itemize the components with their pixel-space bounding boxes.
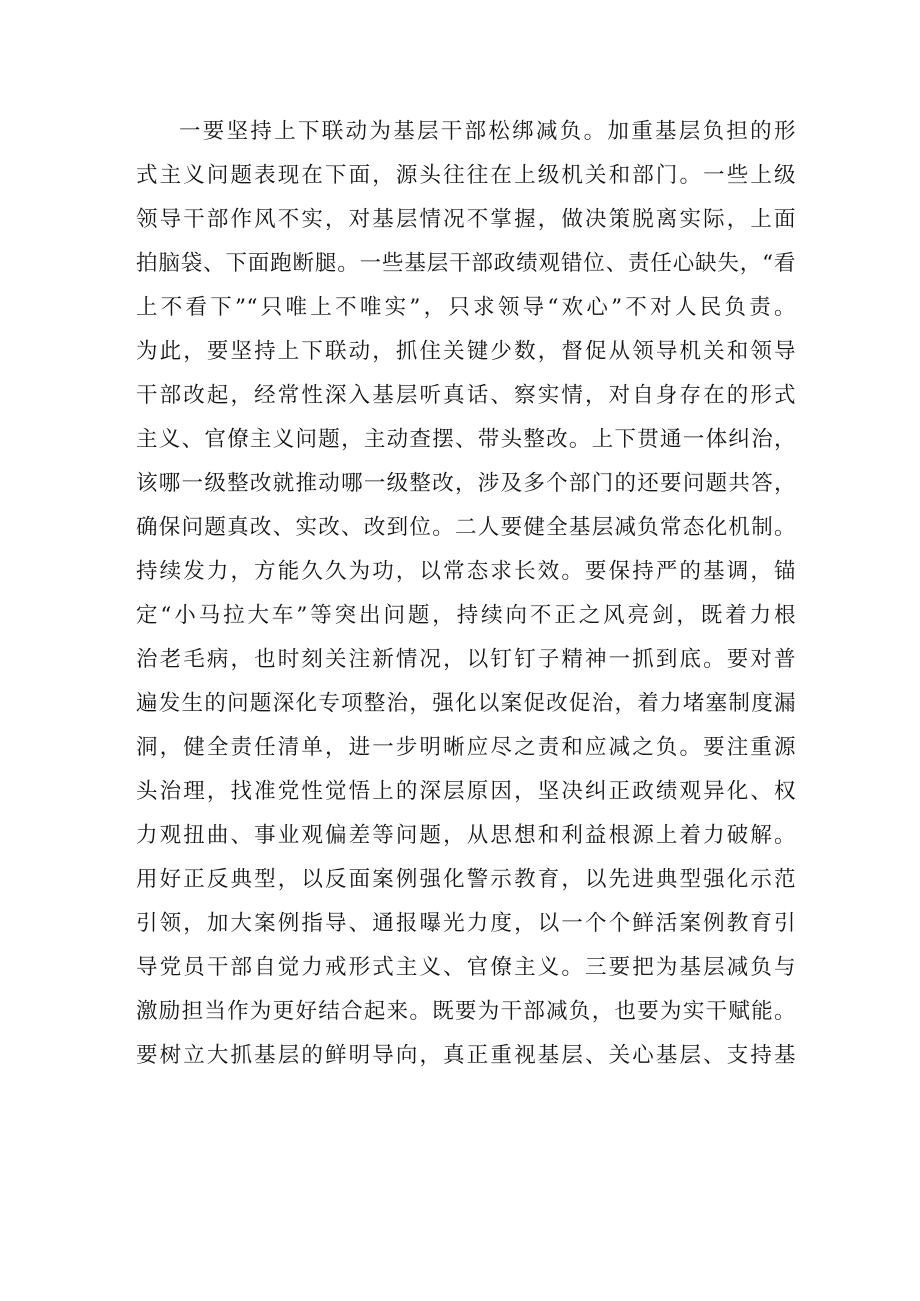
text-line: 导党员干部自觉力戒形式主义、官僚主义。三要把为基层减负与 bbox=[136, 955, 796, 980]
text-line: 力观扭曲、事业观偏差等问题，从思想和利益根源上着力破解。 bbox=[136, 823, 796, 848]
text-line: 定“小马拉大车”等突出问题，持续向不正之风亮剑，既着力根 bbox=[136, 603, 796, 628]
text-line: 要树立大抓基层的鲜明导向，真正重视基层、关心基层、支持基 bbox=[136, 1043, 796, 1068]
text-line: 领导干部作风不实，对基层情况不掌握，做决策脱离实际，上面 bbox=[136, 207, 796, 232]
text-line: 拍脑袋、下面跑断腿。一些基层干部政绩观错位、责任心缺失，“看 bbox=[136, 251, 796, 276]
text-line: 一要坚持上下联动为基层干部松绑减负。加重基层负担的形 bbox=[179, 119, 796, 144]
text-line: 为此，要坚持上下联动，抓住关键少数，督促从领导机关和领导 bbox=[136, 339, 796, 364]
text-line: 该哪一级整改就推动哪一级整改，涉及多个部门的还要问题共答， bbox=[136, 471, 796, 496]
text-line: 治老毛病，也时刻关注新情况，以钉钉子精神一抓到底。要对普 bbox=[136, 647, 796, 672]
text-line: 持续发力，方能久久为功，以常态求长效。要保持严的基调，锚 bbox=[136, 559, 796, 584]
text-line: 头治理，找准党性觉悟上的深层原因，坚决纠正政绩观异化、权 bbox=[136, 779, 796, 804]
text-line: 确保问题真改、实改、改到位。二人要健全基层减负常态化机制。 bbox=[136, 515, 796, 540]
text-line: 洞，健全责任清单，进一步明晰应尽之责和应减之负。要注重源 bbox=[136, 735, 796, 760]
text-line: 式主义问题表现在下面，源头往往在上级机关和部门。一些上级 bbox=[136, 163, 796, 188]
text-line: 上不看下”“只唯上不唯实”，只求领导“欢心”不对人民负责。 bbox=[136, 295, 796, 320]
text-line: 用好正反典型，以反面案例强化警示教育，以先进典型强化示范 bbox=[136, 867, 796, 892]
text-line: 激励担当作为更好结合起来。既要为干部减负，也要为实干赋能。 bbox=[136, 999, 796, 1024]
text-line: 干部改起，经常性深入基层听真话、察实情，对自身存在的形式 bbox=[136, 383, 796, 408]
text-line: 引领，加大案例指导、通报曝光力度，以一个个鲜活案例教育引 bbox=[136, 911, 796, 936]
text-line: 遍发生的问题深化专项整治，强化以案促改促治，着力堵塞制度漏 bbox=[136, 691, 796, 716]
text-line: 主义、官僚主义问题，主动查摆、带头整改。上下贯通一体纠治， bbox=[136, 427, 796, 452]
body-paragraph bbox=[136, 110, 796, 1078]
